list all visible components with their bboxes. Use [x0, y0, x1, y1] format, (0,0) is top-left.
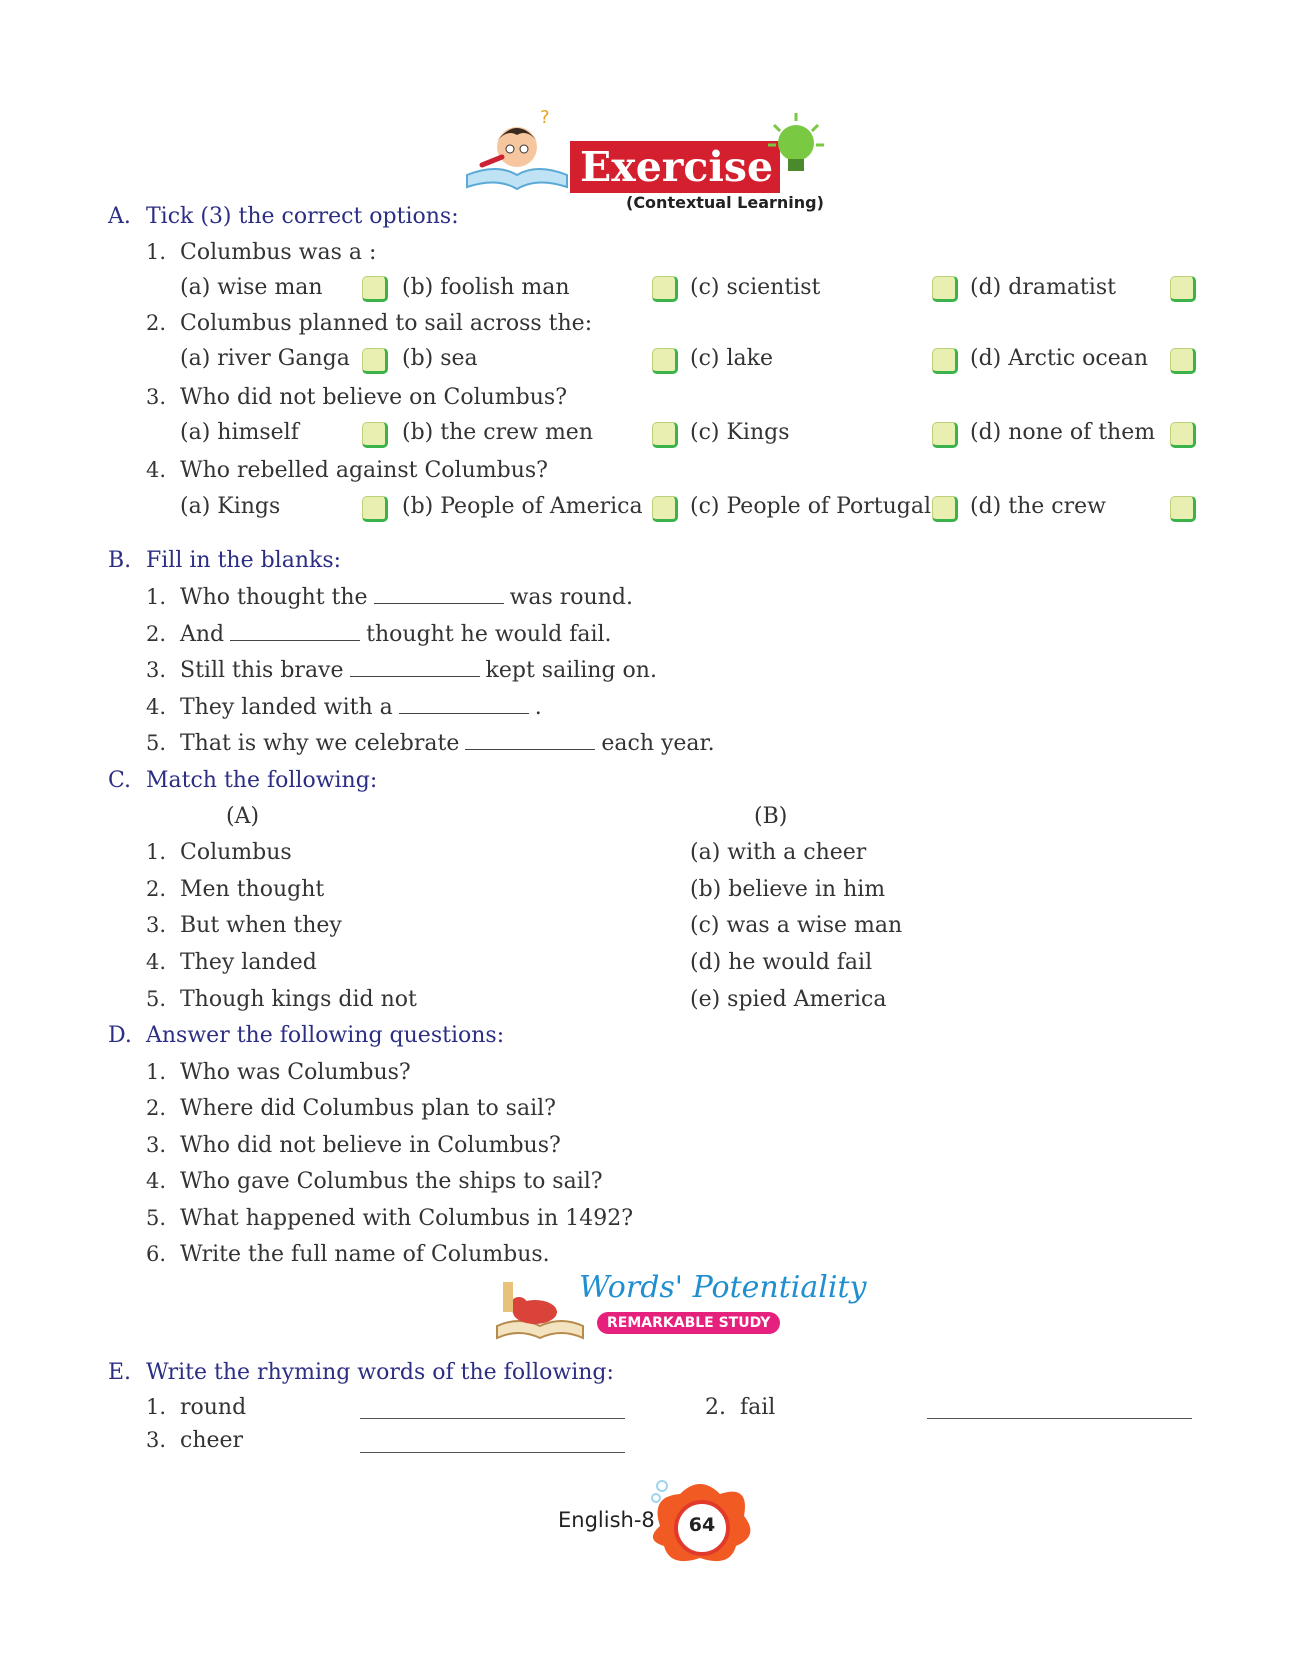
- option-checkbox[interactable]: [1170, 348, 1196, 374]
- question-text: Who did not believe in Columbus?: [180, 1133, 561, 1158]
- option-checkbox[interactable]: [932, 496, 958, 522]
- match-right-item: (e) spied America: [690, 987, 887, 1012]
- question-number: 1.: [146, 1060, 167, 1084]
- option-checkbox[interactable]: [932, 422, 958, 448]
- question-text: Write the full name of Columbus.: [180, 1242, 550, 1267]
- question-text: Who was Columbus?: [180, 1060, 411, 1085]
- words-potentiality-title: Words' Potentiality: [579, 1270, 867, 1305]
- rhyme-word: cheer: [180, 1428, 244, 1453]
- match-left-item: Though kings did not: [180, 987, 417, 1012]
- section-c-heading: C. Match the following:: [108, 768, 378, 793]
- fill-blank-line: They landed with a .: [180, 695, 542, 720]
- option-checkbox[interactable]: [652, 276, 678, 302]
- option-checkbox[interactable]: [362, 348, 388, 374]
- blank-field[interactable]: [230, 623, 360, 641]
- question-number: 2.: [146, 1096, 167, 1120]
- question-number: 6.: [146, 1242, 167, 1266]
- fill-blank-line: And thought he would fail.: [180, 622, 612, 647]
- option-checkbox[interactable]: [362, 422, 388, 448]
- option-label: (d) dramatist: [970, 275, 1116, 300]
- option-checkbox[interactable]: [652, 422, 678, 448]
- blank-field[interactable]: [399, 696, 529, 714]
- rhyme-number: 1.: [146, 1395, 167, 1419]
- blank-number: 4.: [146, 695, 167, 719]
- question-text: What happened with Columbus in 1492?: [180, 1206, 633, 1231]
- blank-field[interactable]: [465, 732, 595, 750]
- answer-line[interactable]: [927, 1418, 1192, 1419]
- question-number: 5.: [146, 1206, 167, 1230]
- match-right-item: (c) was a wise man: [690, 913, 903, 938]
- exercise-title: Exercise: [570, 141, 780, 193]
- section-d-heading: D. Answer the following questions:: [108, 1023, 505, 1048]
- question-text: Who rebelled against Columbus?: [180, 458, 548, 483]
- option-label: (c) People of Portugal: [690, 494, 931, 519]
- match-number: 3.: [146, 913, 167, 937]
- option-label: (c) Kings: [690, 420, 790, 445]
- option-checkbox[interactable]: [1170, 422, 1196, 448]
- question-text: Columbus was a :: [180, 240, 377, 265]
- option-checkbox[interactable]: [362, 496, 388, 522]
- rhyme-number: 3.: [146, 1428, 167, 1452]
- exercise-subtitle: (Contextual Learning): [626, 193, 824, 212]
- blank-number: 5.: [146, 731, 167, 755]
- match-left-item: They landed: [180, 950, 317, 975]
- option-label: (a) Kings: [180, 494, 281, 519]
- option-label: (a) wise man: [180, 275, 323, 300]
- match-number: 4.: [146, 950, 167, 974]
- rhyme-number: 2.: [705, 1395, 726, 1420]
- fill-blank-line: That is why we celebrate each year.: [180, 731, 715, 756]
- question-number: 3.: [146, 385, 167, 409]
- page-number: 64: [688, 1514, 716, 1536]
- fill-blank-line: Who thought the was round.: [180, 585, 633, 610]
- option-label: (b) sea: [402, 346, 478, 371]
- option-label: (c) lake: [690, 346, 773, 371]
- svg-text:?: ?: [540, 107, 550, 128]
- option-checkbox[interactable]: [932, 276, 958, 302]
- blank-field[interactable]: [350, 659, 480, 677]
- match-right-item: (d) he would fail: [690, 950, 873, 975]
- match-right-item: (a) with a cheer: [690, 840, 867, 865]
- match-number: 5.: [146, 987, 167, 1011]
- match-left-item: Columbus: [180, 840, 292, 865]
- option-label: (b) the crew men: [402, 420, 593, 445]
- reading-dog-illustration: [495, 1280, 585, 1342]
- fill-blank-line: Still this brave kept sailing on.: [180, 658, 657, 683]
- remarkable-study-badge: REMARKABLE STUDY: [597, 1312, 780, 1334]
- section-a-heading: A. Tick (3) the correct options:: [108, 204, 459, 229]
- answer-line[interactable]: [360, 1418, 625, 1419]
- option-label: (c) scientist: [690, 275, 821, 300]
- option-checkbox[interactable]: [932, 348, 958, 374]
- words-potentiality-banner: [495, 1270, 867, 1350]
- match-left-item: But when they: [180, 913, 342, 938]
- question-number: 1.: [146, 240, 167, 264]
- match-number: 1.: [146, 840, 167, 864]
- option-checkbox[interactable]: [1170, 276, 1196, 302]
- answer-line[interactable]: [360, 1452, 625, 1453]
- question-text: Columbus planned to sail across the:: [180, 311, 593, 336]
- question-text: Who gave Columbus the ships to sail?: [180, 1169, 603, 1194]
- option-label: (d) none of them: [970, 420, 1156, 445]
- question-number: 3.: [146, 1133, 167, 1157]
- option-checkbox[interactable]: [1170, 496, 1196, 522]
- section-b-heading: B. Fill in the blanks:: [108, 548, 342, 573]
- rhyme-word: fail: [740, 1395, 776, 1420]
- question-number: 2.: [146, 311, 167, 335]
- option-checkbox[interactable]: [652, 496, 678, 522]
- option-label: (a) himself: [180, 420, 299, 445]
- option-label: (d) Arctic ocean: [970, 346, 1149, 371]
- match-right-item: (b) believe in him: [690, 877, 886, 902]
- question-number: 4.: [146, 458, 167, 482]
- option-label: (b) foolish man: [402, 275, 570, 300]
- option-label: (a) river Ganga: [180, 346, 350, 371]
- column-a-label: (A): [226, 804, 260, 829]
- rhyme-word: round: [180, 1395, 247, 1420]
- lightbulb-icon: [766, 105, 836, 185]
- reading-boy-illustration: [462, 105, 572, 195]
- option-checkbox[interactable]: [652, 348, 678, 374]
- question-number: 4.: [146, 1169, 167, 1193]
- option-label: (b) People of America: [402, 494, 643, 519]
- question-text: Where did Columbus plan to sail?: [180, 1096, 556, 1121]
- blank-number: 2.: [146, 622, 167, 646]
- option-checkbox[interactable]: [362, 276, 388, 302]
- column-b-label: (B): [754, 804, 788, 829]
- exercise-banner: [462, 105, 842, 215]
- match-number: 2.: [146, 877, 167, 901]
- book-title: English-8: [558, 1508, 655, 1532]
- blank-field[interactable]: [374, 586, 504, 604]
- section-e-heading: E. Write the rhyming words of the following:: [108, 1360, 614, 1385]
- blank-number: 1.: [146, 585, 167, 609]
- match-left-item: Men thought: [180, 877, 325, 902]
- option-label: (d) the crew: [970, 494, 1106, 519]
- blank-number: 3.: [146, 658, 167, 682]
- question-text: Who did not believe on Columbus?: [180, 385, 567, 410]
